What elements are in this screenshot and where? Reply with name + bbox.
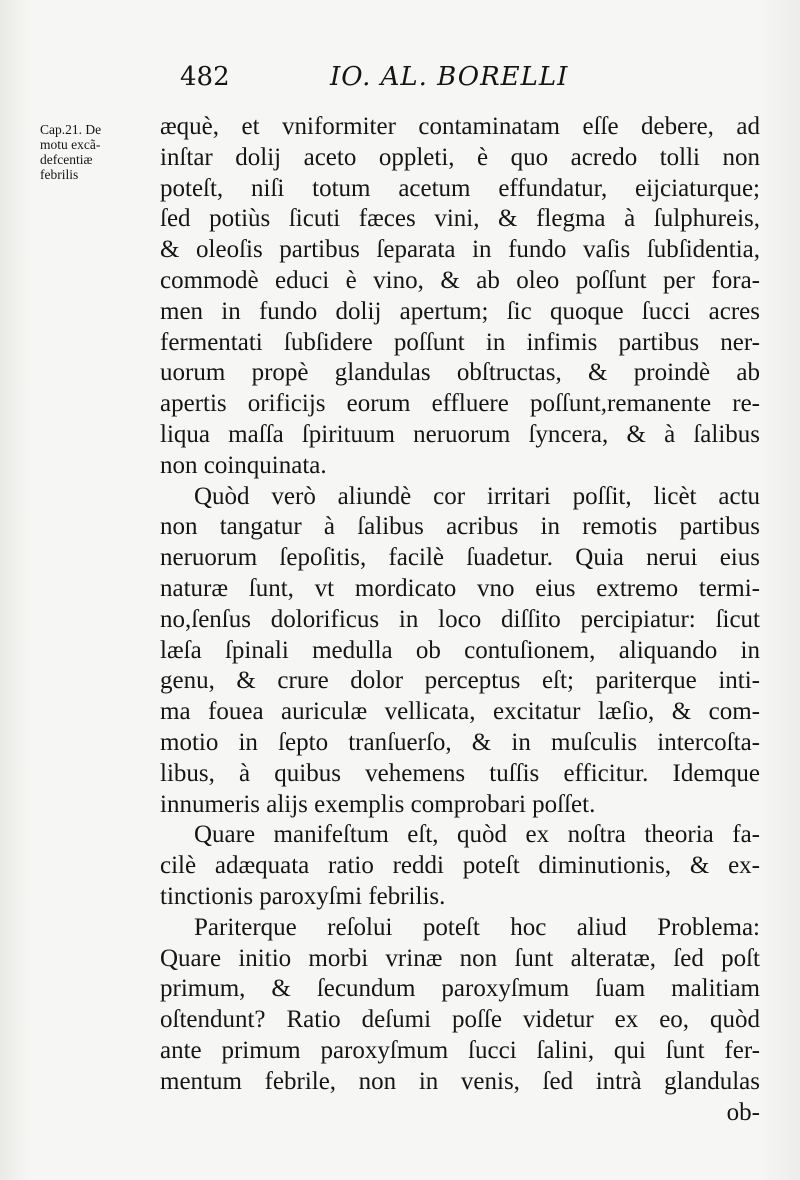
text-line: inſtar dolij aceto oppleti, è quo acredo tolli non <box>160 143 760 171</box>
text-line: cilè adæquata ratio reddi poteſt diminutionis, & ex- <box>160 852 760 880</box>
text-line: & oleoſis partibus ſeparata in fundo vaſis ſubſidentia, <box>160 236 760 264</box>
text-line: non coinquinata. <box>160 451 327 479</box>
text-line: læſa ſpinali medulla ob contuſionem, aliquando in <box>160 636 760 664</box>
text-line: Quare manifeſtum eſt, quòd ex noſtra theoria fa- <box>194 821 760 849</box>
margin-note-line: febrilis <box>40 167 79 182</box>
text-line: apertis orificijs eorum effluere poſſunt,remanente re- <box>160 390 760 418</box>
text-line: tinctionis paroxyſmi febrilis. <box>160 882 446 910</box>
page-number: 482 <box>180 62 230 92</box>
margin-note-line: Cap.21. De <box>40 122 102 137</box>
margin-note-line: defcentiæ <box>40 152 93 167</box>
running-head: IO. AL. BORELLI <box>330 62 569 92</box>
text-line: primum, & ſecundum paroxyſmum ſuam malitiam <box>160 975 760 1003</box>
text-line: innumeris alijs exemplis comprobari poſſet. <box>160 790 596 818</box>
text-line: ſed potiùs ſicuti fæces vini, & flegma à ſulphureis, <box>160 205 760 233</box>
body-text <box>160 112 760 1128</box>
text-line: neruorum ſepoſitis, facilè ſuadetur. Quia nerui eius <box>160 544 760 572</box>
margin-note-line: motu excã- <box>40 137 101 152</box>
text-line: Pariterque reſolui poteſt hoc aliud Problema: <box>194 913 760 941</box>
text-line: Quare initio morbi vrinæ non ſunt alteratæ, ſed poſt <box>160 944 760 972</box>
text-line: ante primum paroxyſmum ſucci ſalini, qui ſunt fer- <box>160 1036 760 1064</box>
text-line: oſtendunt? Ratio deſumi poſſe videtur ex eo, quòd <box>160 1006 760 1034</box>
text-line: men in fundo dolij apertum; ſic quoque ſucci acres <box>160 297 760 325</box>
text-line: no,ſenſus dolorificus in loco diſſito percipiatur: ſicut <box>160 605 760 633</box>
text-line: fermentati ſubſidere poſſunt in infimis partibus ner- <box>160 328 760 356</box>
text-line: mentum febrile, non in venis, ſed intrà glandulas <box>160 1067 760 1095</box>
text-line: liqua maſſa ſpirituum neruorum ſyncera, & à ſalibus <box>160 420 760 448</box>
margin-note <box>40 122 152 182</box>
text-line: naturæ ſunt, vt mordicato vno eius extremo termi- <box>160 574 760 602</box>
text-line: poteſt, niſi totum acetum effundatur, eijciaturque; <box>160 174 760 202</box>
text-line: æquè, et vniformiter contaminatam eſſe debere, ad <box>160 113 760 140</box>
text-line: motio in ſepto tranſuerſo, & in muſculis intercoſta- <box>160 728 760 756</box>
catchword: ob- <box>726 1098 760 1126</box>
text-line: libus, à quibus vehemens tuſſis efficitur. Idemque <box>160 759 760 787</box>
text-line: Quòd verò aliundè cor irritari poſſit, licèt actu <box>194 482 760 510</box>
text-line: uorum propè glandulas obſtructas, & proindè ab <box>160 359 760 387</box>
text-line: commodè educi è vino, & ab oleo poſſunt per fora- <box>160 266 760 294</box>
text-line: genu, & crure dolor perceptus eſt; pariterque inti- <box>160 667 760 695</box>
page-header <box>180 62 600 96</box>
text-line: ma fouea auriculæ vellicata, excitatur læſio, & com- <box>160 698 760 726</box>
text-line: non tangatur à ſalibus acribus in remotis partibus <box>160 513 760 541</box>
